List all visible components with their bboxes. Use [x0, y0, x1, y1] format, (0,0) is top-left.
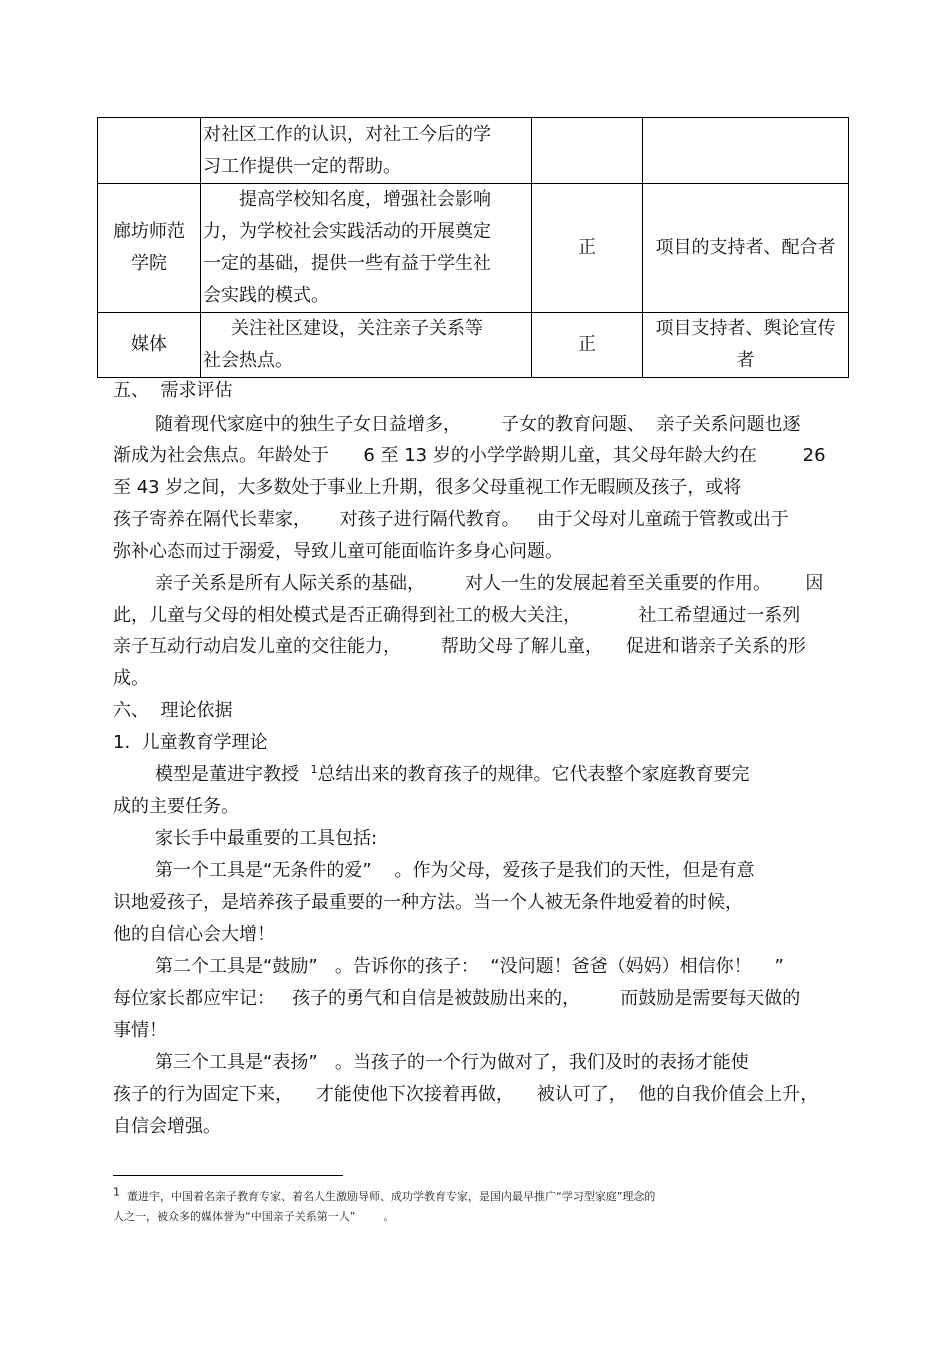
footnote-text: 董进宇，中国着名亲子教育专家、着名人生激励导师、成功学教育专家，是国内最早推广“学习型家庭”理念的	[127, 1190, 656, 1203]
paragraph-line: 第一个工具是“无条件的爱” 。作为父母，爱孩子是我们的天性，但是有意	[155, 860, 755, 881]
paragraph-line: 至 43 岁之间，大多数处于事业上升期，很多父母重视工作无暇顾及孩子，或将	[113, 477, 742, 498]
table-cell-impact: 正	[532, 184, 643, 313]
footnote-marker[interactable]: 1	[310, 763, 318, 776]
paragraph-line: 自信会增强。	[113, 1116, 221, 1137]
cell-line: 习工作提供一定的帮助。	[203, 155, 401, 177]
footnote-mark: 1	[113, 1185, 120, 1199]
cell-line: 一定的基础，提供一些有益于学生社	[203, 253, 491, 274]
paragraph-line: 家长手中最重要的工具包括:	[155, 828, 378, 849]
cell-line: 者	[736, 350, 755, 371]
paragraph-line: 每位家长都应牢记： 孩子的勇气和自信是被鼓励出来的， 而鼓励是需要每天做的	[113, 988, 801, 1009]
paragraph-line: 成。	[113, 668, 149, 689]
paragraph-line: 亲子关系是所有人际关系的基础， 对人一生的发展起着至关重要的作用。 因	[155, 573, 824, 594]
paragraph-line: 第二个工具是“鼓励” 。告诉你的孩子： “没问题！爸爸（妈妈）相信你！ ”	[155, 956, 784, 977]
cell-line: 学院	[131, 253, 167, 274]
section-heading-theory: 六、 理论依据	[113, 700, 233, 721]
cell-line: 项目支持者、舆论宣传	[655, 318, 836, 339]
cell-line: 会实践的模式。	[203, 285, 329, 306]
cell-line: 廊坊师范	[113, 221, 185, 242]
cell-text: 关注社区建设，关注亲子关系等	[231, 318, 483, 339]
table-cell-org: 媒体	[98, 313, 201, 378]
footnote	[113, 1187, 813, 1227]
paragraph-line: 成的主要任务。	[113, 796, 239, 817]
paragraph-line	[155, 762, 749, 788]
paragraph-line: 他的自信心会大增！	[113, 924, 275, 945]
section-heading-needs: 五、 需求评估	[113, 380, 233, 401]
text-span: 模型是董进宇教授	[155, 764, 311, 785]
paragraph-line: 孩子的行为固定下来， 才能使他下次接着再做， 被认可了， 他的自我价值会上升，	[113, 1084, 819, 1105]
paragraph-line: 随着现代家庭中的独生子女日益增多， 子女的教育问题、 亲子关系问题也逐	[155, 414, 801, 435]
cell-text: 提高学校知名度，增强社会影响	[239, 189, 491, 210]
footnote-line	[113, 1187, 813, 1207]
footnote-divider	[113, 1175, 343, 1176]
cell-line: 社会热点。	[203, 350, 293, 371]
body-text	[113, 0, 838, 1170]
paragraph-line: 弥补心态而过于溺爱，导致儿童可能面临许多身心问题。	[113, 541, 563, 562]
paragraph-line: 孩子寄养在隔代长辈家， 对孩子进行隔代教育。 由于父母对儿童疏于管教或出于	[113, 509, 789, 530]
footnote-line: 人之一，被众多的媒体誉为“中国亲子关系第一人” 。	[113, 1210, 395, 1223]
paragraph-line: 识地爱孩子，是培养孩子最重要的一种方法。当一个人被无条件地爱着的时候，	[113, 892, 743, 913]
cell-line: 力，为学校社会实践活动的开展奠定	[203, 221, 491, 242]
cell-line: 对社区工作的认识，对社工今后的学	[203, 123, 491, 145]
paragraph-line: 渐成为社会焦点。年龄处于 6 至 13 岁的小学学龄期儿童，其父母年龄大约在 26	[113, 445, 826, 466]
table-cell-role: 项目的支持者、配合者	[643, 184, 849, 313]
paragraph-line: 事情！	[113, 1020, 167, 1041]
text-span: 总结出来的教育孩子的规律。它代表整个家庭教育要完	[317, 764, 750, 785]
subsection-heading: 1. 儿童教育学理论	[113, 732, 268, 753]
paragraph-line: 第三个工具是“表扬” 。当孩子的一个行为做对了，我们及时的表扬才能使	[155, 1052, 749, 1073]
paragraph-line: 亲子互动行动启发儿童的交往能力， 帮助父母了解儿童， 促进和谐亲子关系的形	[113, 636, 806, 657]
paragraph-line: 此，儿童与父母的相处模式是否正确得到社工的极大关注， 社工希望通过一系列	[113, 605, 801, 626]
table-cell-impact: 正	[532, 313, 643, 378]
